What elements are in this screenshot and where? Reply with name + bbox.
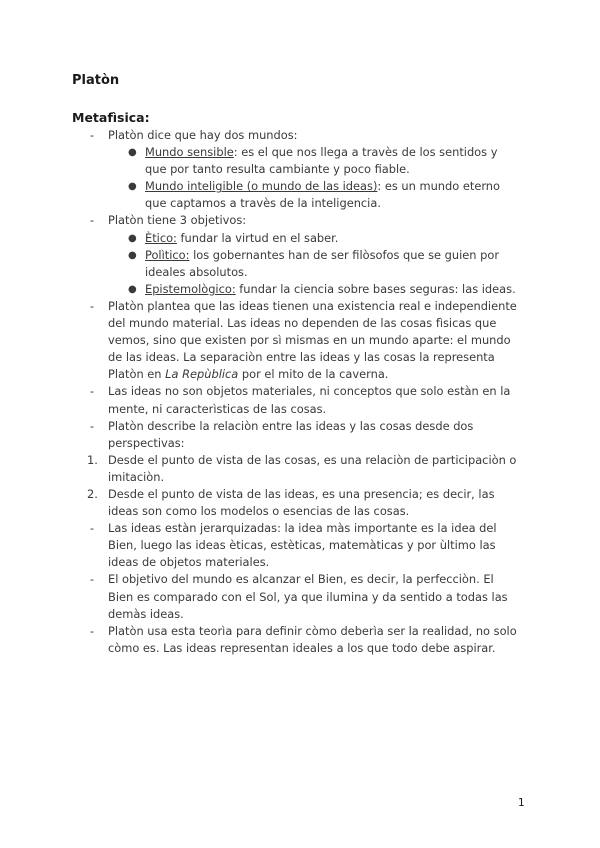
item-text: Platòn plantea que las ideas tienen una existencia real e independiente del mundo material. Las ideas no dependen de las cosas fìsicas que vemos, sino que existen por sì mismas en un mundo aparte: el mundo de las ideas. La separaciòn entre las ideas y las cosas la representa Platòn en bbox=[108, 298, 517, 382]
section-heading: Metafìsica: bbox=[72, 110, 150, 125]
dash-marker: - bbox=[90, 384, 95, 399]
term: Mundo sensible bbox=[145, 145, 234, 160]
number-marker: 1. bbox=[87, 452, 98, 467]
dash-marker: - bbox=[90, 521, 95, 536]
page-title: Platòn bbox=[72, 73, 120, 88]
list-item bbox=[0, 298, 518, 383]
item-text: Platòn usa esta teorìa para definir còmo deberìa ser la realidad, no solo còmo es. Las ideas representan ideales a los que todo debe aspirar. bbox=[108, 623, 517, 655]
dash-marker: - bbox=[90, 213, 95, 228]
term: Ètico: bbox=[145, 230, 177, 245]
numbered-item bbox=[0, 486, 518, 520]
dash-marker: - bbox=[90, 298, 95, 313]
bullet-marker: ● bbox=[128, 147, 137, 159]
item-text: Platòn describe la relaciòn entre las ideas y las cosas desde dos perspectivas: bbox=[108, 418, 474, 450]
content bbox=[0, 127, 600, 657]
item-text: : es el que nos llega a travès de los sentidos y que por tanto resulta cambiante y poco fiable. bbox=[145, 145, 498, 177]
list-item bbox=[0, 127, 518, 144]
item-text: fundar la virtud en el saber. bbox=[176, 230, 339, 245]
dash-marker: - bbox=[90, 418, 95, 433]
bullet-marker: ● bbox=[128, 232, 137, 244]
item-text: Las ideas estàn jerarquizadas: la idea màs importante es la idea del Bien, luego las ideas èticas, estèticas, matemàticas y por ùltimo las ideas de objetos materiales. bbox=[108, 521, 497, 570]
item-text: El objetivo del mundo es alcanzar el Bien, es decir, la perfecciòn. El Bien es comparado con el Sol, ya que ilumina y da sentido a todas las demàs ideas. bbox=[108, 572, 508, 621]
item-text: : es un mundo eterno que captamos a travès de la inteligencia. bbox=[145, 179, 500, 211]
list-item bbox=[0, 383, 518, 417]
item-text: por el mito de la caverna. bbox=[238, 367, 389, 382]
list-item bbox=[0, 418, 518, 452]
term: Polìtico: bbox=[145, 247, 190, 262]
numbered-item bbox=[0, 452, 518, 486]
list-item bbox=[0, 623, 518, 657]
sub-list-item bbox=[0, 144, 517, 178]
term: Epistemològico: bbox=[145, 281, 236, 296]
sub-list-item bbox=[0, 178, 517, 212]
item-text: Desde el punto de vista de las ideas, es una presencia; es decir, las ideas son como los modelos o esencias de las cosas. bbox=[108, 486, 495, 519]
item-text: Las ideas no son objetos materiales, ni conceptos que solo estàn en la mente, ni caracterìsticas de las cosas. bbox=[108, 384, 511, 416]
term: Mundo inteligible (o mundo de las ideas) bbox=[145, 179, 378, 194]
item-text: Platòn tiene 3 objetivos: bbox=[108, 213, 247, 228]
dash-marker: - bbox=[90, 128, 95, 142]
sub-list-item bbox=[0, 230, 517, 247]
bullet-marker: ● bbox=[128, 249, 137, 261]
page-number: 1 bbox=[518, 797, 525, 809]
item-text: fundar la ciencia sobre bases seguras: las ideas. bbox=[235, 281, 516, 296]
item-text: los gobernantes han de ser filòsofos que se guien por ideales absolutos. bbox=[145, 247, 500, 279]
list-item bbox=[0, 520, 518, 571]
book-title: La Repùblica bbox=[165, 367, 239, 382]
item-text: Desde el punto de vista de las cosas, es una relaciòn de participaciòn o imitaciòn. bbox=[108, 452, 517, 484]
bullet-marker: ● bbox=[128, 283, 137, 295]
dash-marker: - bbox=[90, 572, 95, 587]
bullet-marker: ● bbox=[128, 181, 137, 193]
number-marker: 2. bbox=[87, 486, 98, 501]
item-text: Platòn dice que hay dos mundos: bbox=[108, 128, 298, 142]
list-item bbox=[0, 571, 518, 622]
sub-list-item bbox=[0, 247, 517, 281]
sub-list-item bbox=[0, 281, 517, 298]
dash-marker: - bbox=[90, 623, 95, 638]
list-item bbox=[0, 212, 518, 229]
